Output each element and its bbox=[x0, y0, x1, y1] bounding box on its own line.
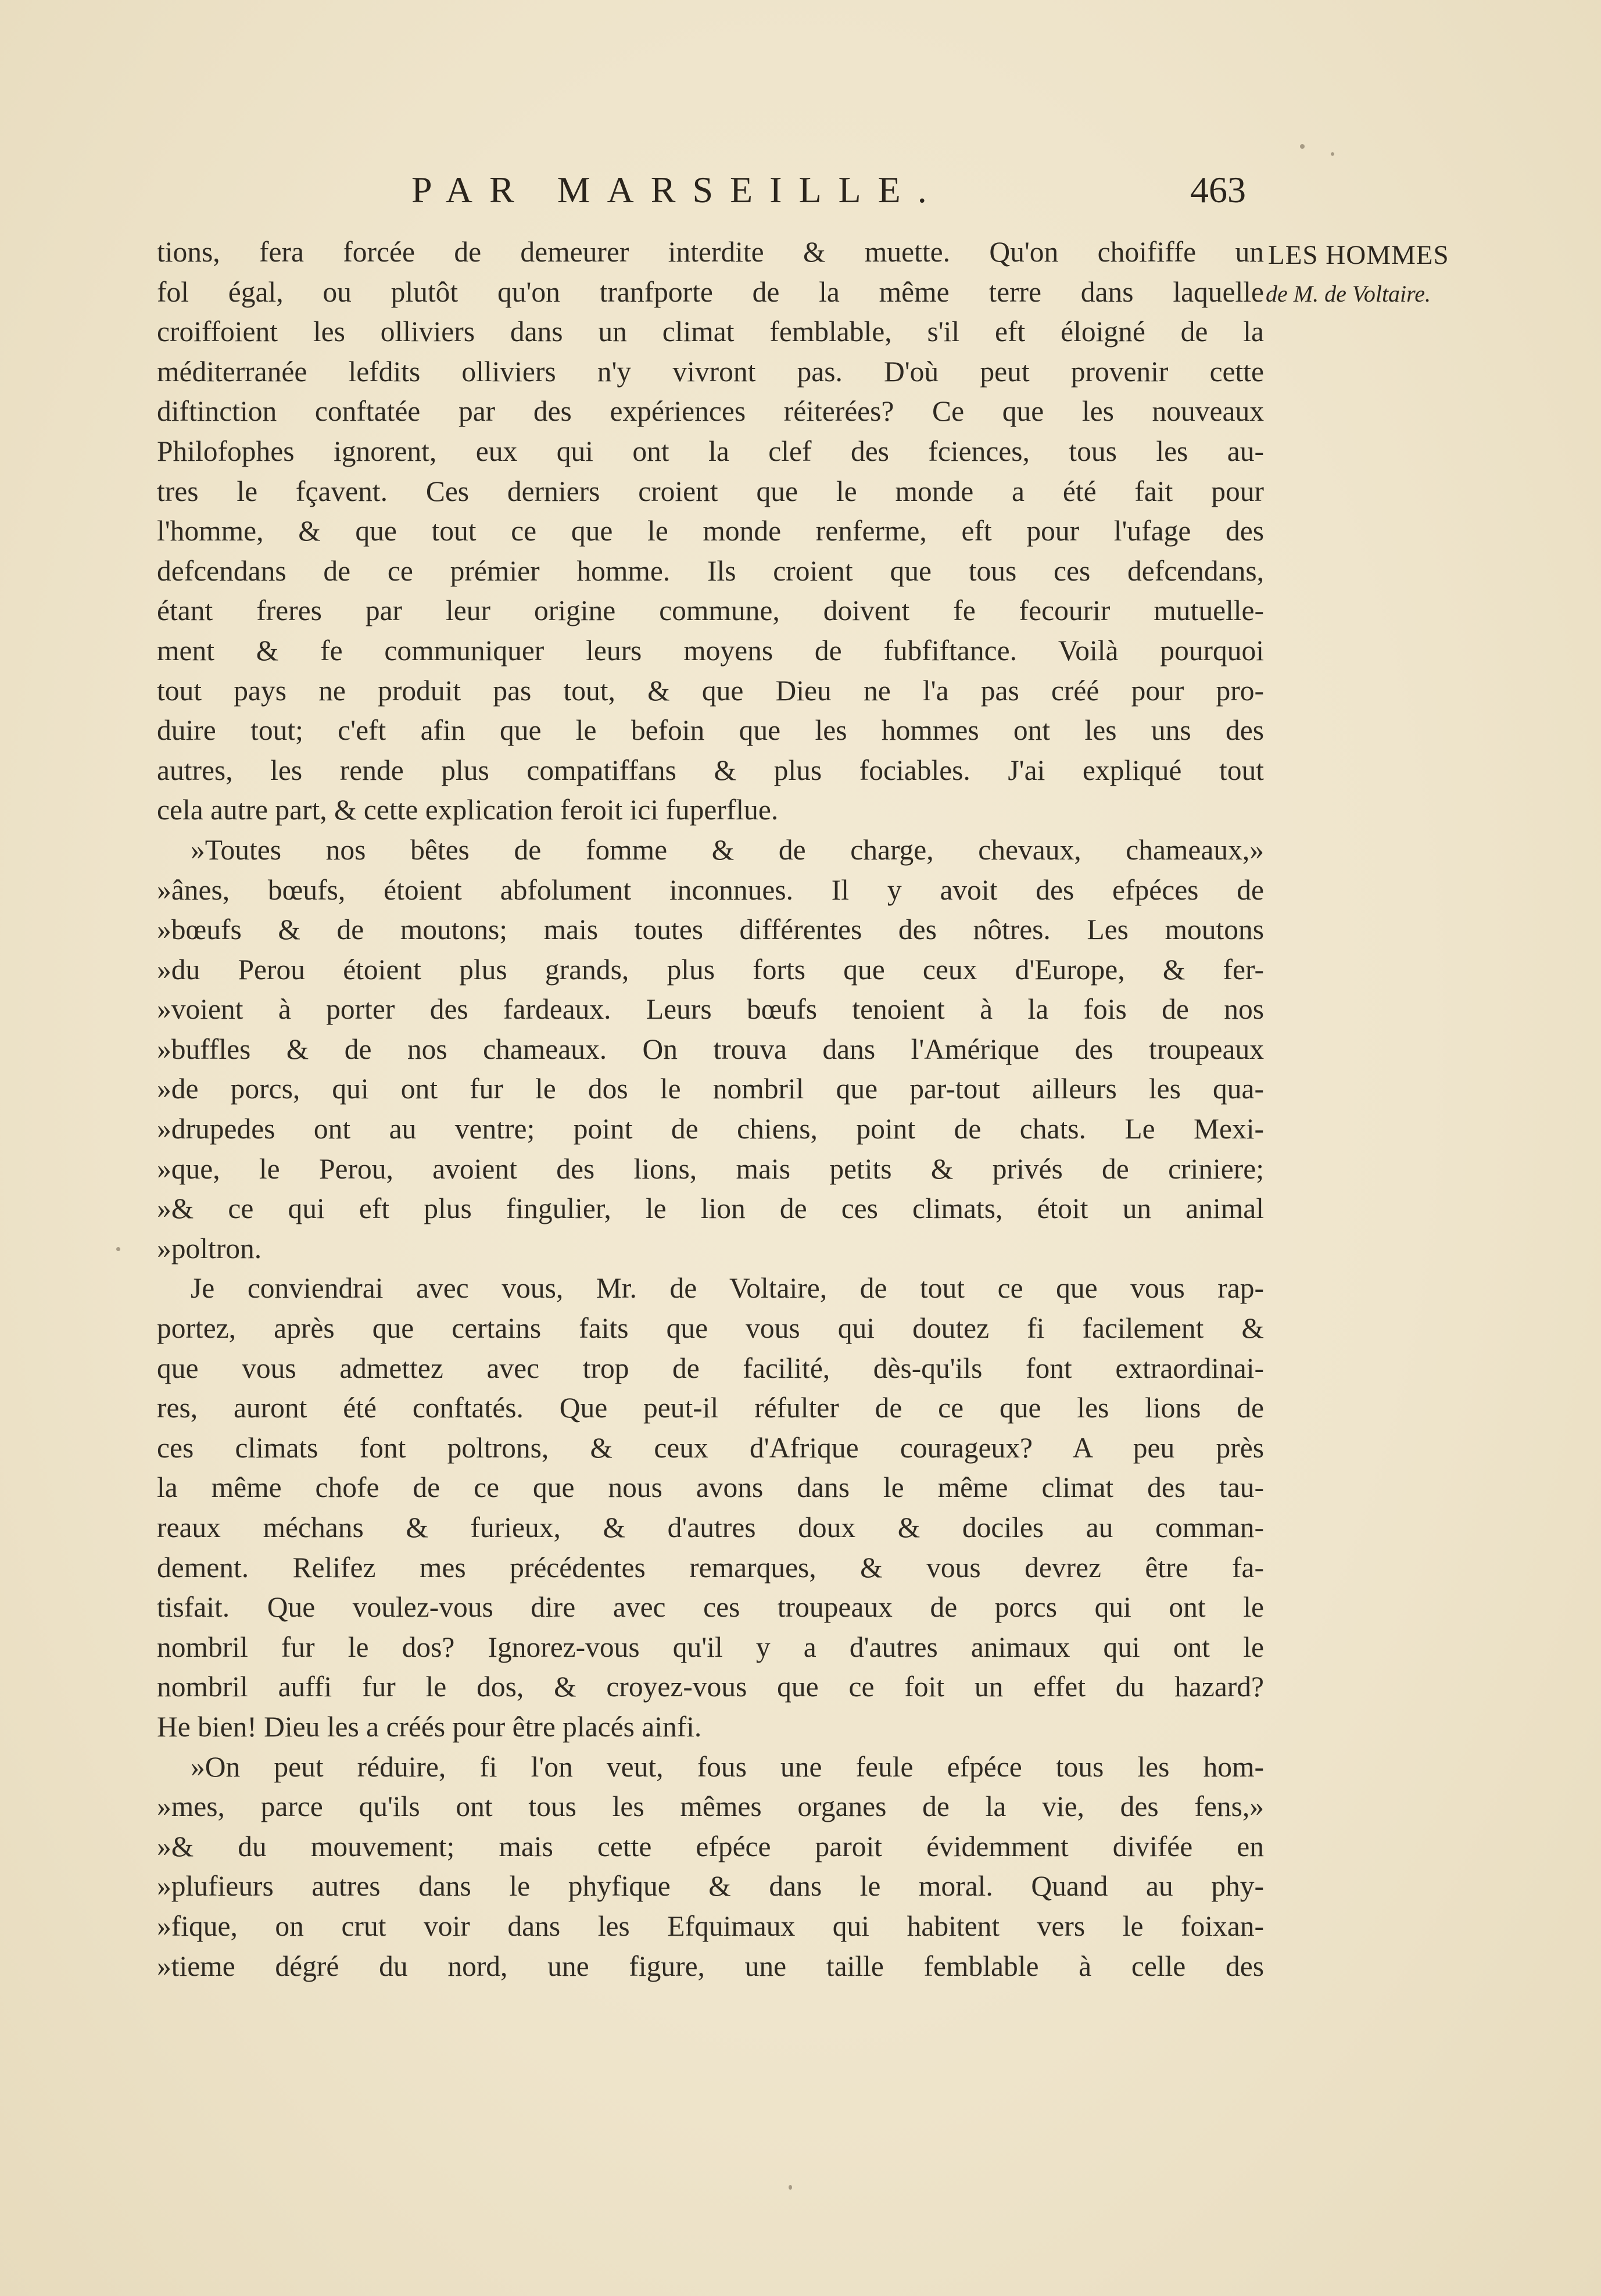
text-line: portez, après que certains faits que vous qui doutez fi facilement & bbox=[157, 1312, 1264, 1345]
text-line: ment & fe communiquer leurs moyens de fubfiftance. Voilà pourquoi bbox=[157, 634, 1264, 667]
margin-note-title: LES HOMMES bbox=[1268, 240, 1449, 270]
text-line: l'homme, & que tout ce que le monde renferme, eft pour l'ufage des bbox=[157, 515, 1264, 547]
text-line: la même chofe de ce que nous avons dans le même climat des tau- bbox=[157, 1471, 1264, 1504]
text-line: tions, fera forcée de demeurer interdite & muette. Qu'on choififfe un bbox=[157, 236, 1264, 268]
text-line: croiffoient les olliviers dans un climat femblable, s'il eft éloigné de la bbox=[157, 316, 1264, 348]
quote-line: »buffles & de nos chameaux. On trouva dans l'Amérique des troupeaux bbox=[157, 1033, 1264, 1065]
text-line: tres le fçavent. Ces derniers croient que le monde a été fait pour bbox=[157, 475, 1264, 507]
running-title: PAR MARSEILLE. bbox=[411, 169, 944, 210]
text-line: res, auront été conftatés. Que peut-il réfulter de ce que les lions de bbox=[157, 1392, 1264, 1424]
paper-speck bbox=[789, 2185, 792, 2190]
text-line: fol égal, ou plutôt qu'on tranfporte de la même terre dans laquelle bbox=[157, 275, 1264, 308]
text-line: duire tout; c'eft afin que le befoin que les hommes ont les uns des bbox=[157, 714, 1264, 747]
quote-line: »mes, parce qu'ils ont tous les mêmes organes de la vie, des fens,» bbox=[157, 1790, 1264, 1823]
quote-line: »ânes, bœufs, étoient abfolument inconnues. Il y avoit des efpéces de bbox=[157, 873, 1264, 906]
text-line: reaux méchans & furieux, & d'autres doux & dociles au comman- bbox=[157, 1511, 1264, 1543]
paper-speck bbox=[1331, 152, 1334, 156]
quote-line: »plufieurs autres dans le phyfique & dans le moral. Quand au phy- bbox=[157, 1870, 1264, 1903]
text-line: que vous admettez avec trop de facilité, dès-qu'ils font extraordinai- bbox=[157, 1352, 1264, 1384]
text-line: ces climats font poltrons, & ceux d'Afrique courageux? A peu près bbox=[157, 1431, 1264, 1464]
text-line: defcendans de ce prémier homme. Ils croient que tous ces defcendans, bbox=[157, 554, 1264, 587]
text-line: nombril fur le dos? Ignorez-vous qu'il y a d'autres animaux qui ont le bbox=[157, 1631, 1264, 1663]
quote-line: »& ce qui eft plus fingulier, le lion de ces climats, étoit un animal bbox=[157, 1192, 1264, 1225]
quote-line: »& du mouvement; mais cette efpéce paroit évidemment divifée en bbox=[157, 1830, 1264, 1862]
quote-line: »tieme dégré du nord, une figure, une taille femblable à celle des bbox=[157, 1950, 1264, 1982]
quote-line: »drupedes ont au ventre; point de chiens, point de chats. Le Mexi- bbox=[157, 1113, 1264, 1145]
quote-line: »On peut réduire, fi l'on veut, fous une feule efpéce tous les hom- bbox=[191, 1750, 1264, 1783]
text-line: tout pays ne produit pas tout, & que Dieu ne l'a pas créé pour pro- bbox=[157, 674, 1264, 707]
page-number: 463 bbox=[1190, 169, 1246, 210]
text-line: autres, les rende plus compatiffans & plus fociables. J'ai expliqué tout bbox=[157, 754, 1264, 786]
text-line: Je conviendrai avec vous, Mr. de Voltaire, de tout ce que vous rap- bbox=[191, 1272, 1264, 1305]
body-text bbox=[157, 232, 1264, 1986]
text-line: tisfait. Que voulez-vous dire avec ces troupeaux de porcs qui ont le bbox=[157, 1591, 1264, 1624]
quote-line: »fique, on crut voir dans les Efquimaux qui habitent vers le foixan- bbox=[157, 1910, 1264, 1942]
quote-line: »du Perou étoient plus grands, plus forts que ceux d'Europe, & fer- bbox=[157, 953, 1264, 986]
text-line: cela autre part, & cette explication feroit ici fuperflue. bbox=[157, 794, 779, 826]
text-line: dement. Relifez mes précédentes remarques, & vous devrez être fa- bbox=[157, 1551, 1264, 1584]
text-line: nombril auffi fur le dos, & croyez-vous que ce foit un effet du hazard? bbox=[157, 1671, 1264, 1703]
quote-line: »bœufs & de moutons; mais toutes différentes des nôtres. Les moutons bbox=[157, 914, 1264, 946]
paper-speck bbox=[1300, 144, 1305, 149]
text-line: He bien! Dieu les a créés pour être placés ainfi. bbox=[157, 1710, 702, 1743]
quote-line: »que, le Perou, avoient des lions, mais petits & privés de criniere; bbox=[157, 1152, 1264, 1185]
text-line: diftinction conftatée par des expériences réiterées? Ce que les nouveaux bbox=[157, 395, 1264, 428]
margin-note-author: de M. de Voltaire. bbox=[1266, 281, 1431, 307]
text-line: Philofophes ignorent, eux qui ont la clef des fciences, tous les au- bbox=[157, 435, 1264, 467]
quote-line: »de porcs, qui ont fur le dos le nombril que par-tout ailleurs les qua- bbox=[157, 1073, 1264, 1105]
text-line: étant freres par leur origine commune, doivent fe fecourir mutuelle- bbox=[157, 594, 1264, 627]
text-line: méditerranée lefdits olliviers n'y vivront pas. D'où peut provenir cette bbox=[157, 355, 1264, 388]
paper-speck bbox=[116, 1247, 120, 1251]
quote-line: »voient à porter des fardeaux. Leurs bœufs tenoient à la fois de nos bbox=[157, 993, 1264, 1026]
quote-line: »Toutes nos bêtes de fomme & de charge, chevaux, chameaux,» bbox=[191, 833, 1264, 866]
quote-line: »poltron. bbox=[157, 1232, 262, 1265]
